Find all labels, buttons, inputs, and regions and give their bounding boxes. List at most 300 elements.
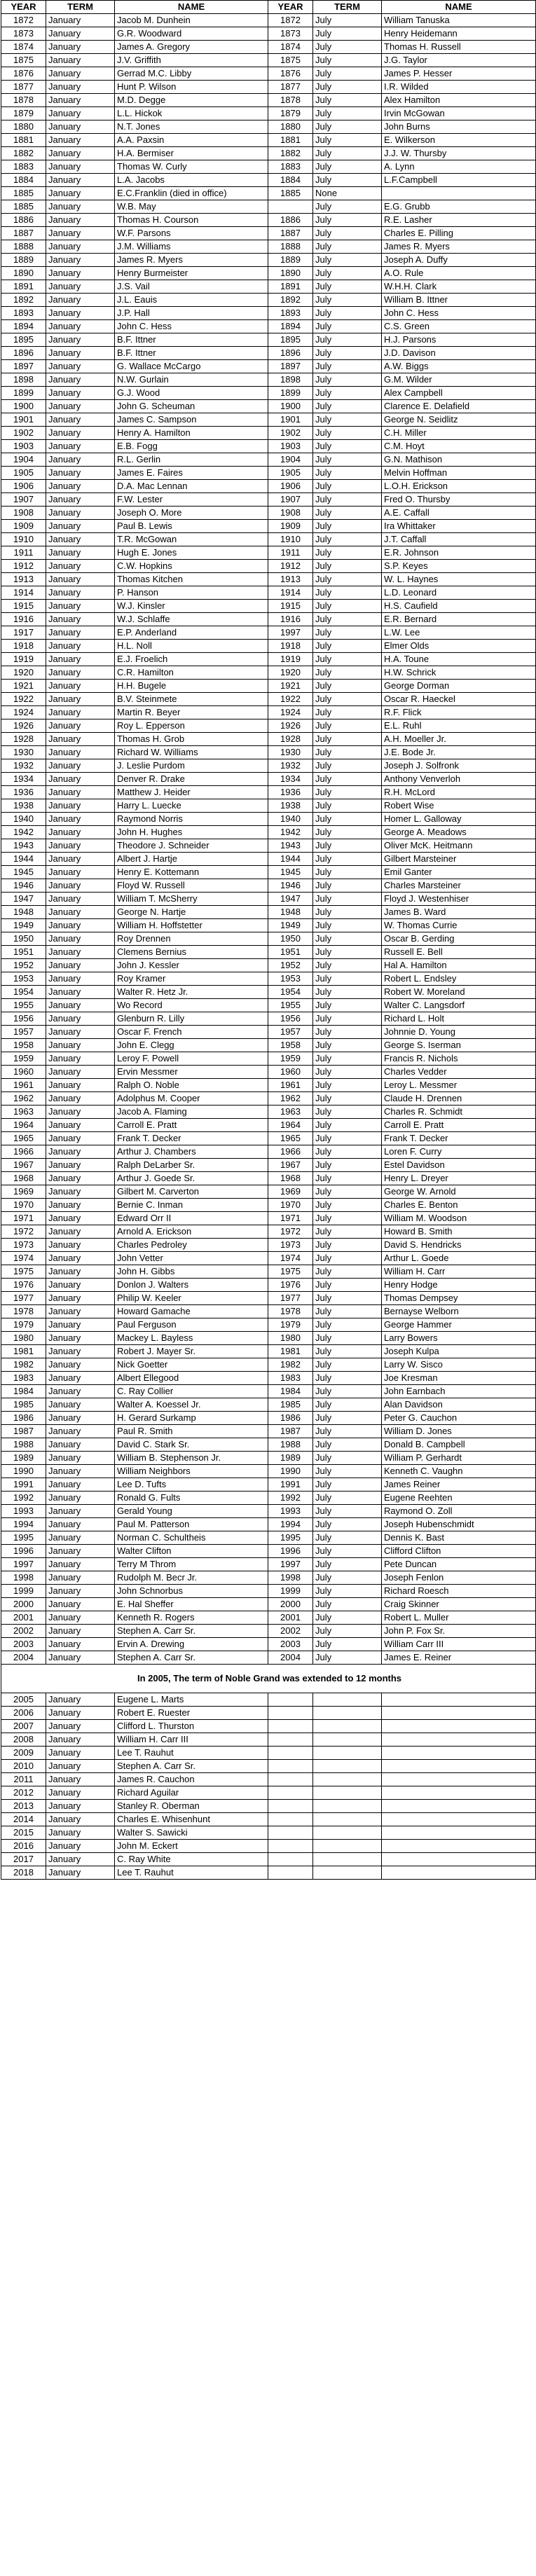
term-cell: January bbox=[46, 573, 115, 586]
name-cell: Craig Skinner bbox=[382, 1598, 536, 1611]
term-cell: July bbox=[313, 733, 382, 746]
term-cell: July bbox=[313, 879, 382, 893]
year-cell: 1909 bbox=[1, 520, 46, 533]
term-cell: July bbox=[313, 360, 382, 373]
year-cell: 1971 bbox=[1, 1212, 46, 1225]
name-cell: Denver R. Drake bbox=[115, 773, 268, 786]
year-cell: 1986 bbox=[268, 1412, 313, 1425]
year-cell: 1873 bbox=[1, 27, 46, 41]
name-cell: N.T. Jones bbox=[115, 120, 268, 134]
empty-cell bbox=[382, 1853, 536, 1866]
empty-cell bbox=[268, 1693, 313, 1707]
term-cell: January bbox=[46, 1026, 115, 1039]
term-cell: January bbox=[46, 507, 115, 520]
year-cell: 1907 bbox=[1, 493, 46, 507]
term-cell: July bbox=[313, 653, 382, 666]
year-cell: 1875 bbox=[268, 54, 313, 67]
year-cell: 1930 bbox=[268, 746, 313, 759]
note-row bbox=[1, 1665, 536, 1693]
name-cell: Howard Gamache bbox=[115, 1305, 268, 1318]
year-cell: 1942 bbox=[268, 826, 313, 839]
name-cell: Alex Hamilton bbox=[382, 94, 536, 107]
term-cell: July bbox=[313, 493, 382, 507]
name-cell: Alex Campbell bbox=[382, 387, 536, 400]
header-name: NAME bbox=[115, 1, 268, 14]
empty-cell bbox=[268, 1813, 313, 1826]
year-cell: 1921 bbox=[1, 680, 46, 693]
name-cell: Eugene L. Marts bbox=[115, 1693, 268, 1707]
year-cell: 2003 bbox=[1, 1638, 46, 1651]
name-cell: P. Hanson bbox=[115, 586, 268, 600]
term-cell: July bbox=[313, 1172, 382, 1185]
term-cell: July bbox=[313, 440, 382, 453]
year-cell: 1963 bbox=[1, 1106, 46, 1119]
name-cell: J. Leslie Purdom bbox=[115, 759, 268, 773]
year-cell: 1947 bbox=[268, 893, 313, 906]
term-cell: July bbox=[313, 333, 382, 347]
term-cell: July bbox=[313, 573, 382, 586]
name-cell: J.M. Williams bbox=[115, 240, 268, 254]
name-cell: Emil Ganter bbox=[382, 866, 536, 879]
term-cell: July bbox=[313, 560, 382, 573]
term-cell: July bbox=[313, 693, 382, 706]
name-cell: L.O.H. Erickson bbox=[382, 480, 536, 493]
name-cell: Dennis K. Bast bbox=[382, 1531, 536, 1545]
year-cell: 1947 bbox=[1, 893, 46, 906]
year-cell: 1959 bbox=[268, 1052, 313, 1066]
table-row bbox=[1, 1239, 536, 1252]
name-cell: Walter Clifton bbox=[115, 1545, 268, 1558]
term-cell: January bbox=[46, 1145, 115, 1159]
term-cell: July bbox=[313, 1292, 382, 1305]
year-cell: 1887 bbox=[268, 227, 313, 240]
name-cell: James P. Hesser bbox=[382, 67, 536, 81]
table-row bbox=[1, 959, 536, 972]
empty-cell bbox=[382, 1693, 536, 1707]
year-cell: 1887 bbox=[1, 227, 46, 240]
term-cell: January bbox=[46, 932, 115, 946]
year-cell: 2013 bbox=[1, 1800, 46, 1813]
name-cell: L.W. Lee bbox=[382, 626, 536, 640]
table-row bbox=[1, 1638, 536, 1651]
term-cell: January bbox=[46, 799, 115, 813]
term-cell: July bbox=[313, 972, 382, 986]
term-cell: July bbox=[313, 1638, 382, 1651]
name-cell: Roy Drennen bbox=[115, 932, 268, 946]
name-cell: Kenneth C. Vaughn bbox=[382, 1465, 536, 1478]
year-cell: 1885 bbox=[1, 200, 46, 214]
year-cell: 2010 bbox=[1, 1760, 46, 1773]
table-row bbox=[1, 600, 536, 613]
name-cell: Mackey L. Bayless bbox=[115, 1332, 268, 1345]
term-cell: January bbox=[46, 653, 115, 666]
table-row bbox=[1, 1720, 536, 1733]
table-row bbox=[1, 986, 536, 999]
term-cell: January bbox=[46, 1265, 115, 1279]
name-cell: Wo Record bbox=[115, 999, 268, 1012]
year-cell: 1912 bbox=[268, 560, 313, 573]
year-cell: 1889 bbox=[268, 254, 313, 267]
term-cell: July bbox=[313, 1598, 382, 1611]
name-cell: Jacob M. Dunhein bbox=[115, 14, 268, 27]
table-row bbox=[1, 280, 536, 294]
name-cell: G.M. Wilder bbox=[382, 373, 536, 387]
name-cell: H.J. Parsons bbox=[382, 333, 536, 347]
year-cell: 1909 bbox=[268, 520, 313, 533]
year-cell: 1885 bbox=[1, 187, 46, 200]
name-cell: Donald B. Campbell bbox=[382, 1438, 536, 1452]
name-cell: Clarence E. Delafield bbox=[382, 400, 536, 413]
name-cell: John C. Hess bbox=[382, 307, 536, 320]
year-cell: 1930 bbox=[1, 746, 46, 759]
table-row bbox=[1, 1853, 536, 1866]
term-cell: January bbox=[46, 467, 115, 480]
term-cell: January bbox=[46, 67, 115, 81]
year-cell: 2014 bbox=[1, 1813, 46, 1826]
name-cell: Nick Goetter bbox=[115, 1358, 268, 1372]
year-cell: 1969 bbox=[1, 1185, 46, 1199]
name-cell: Joseph O. More bbox=[115, 507, 268, 520]
year-cell: 1972 bbox=[1, 1225, 46, 1239]
year-cell: 1920 bbox=[1, 666, 46, 680]
term-cell: July bbox=[313, 799, 382, 813]
name-cell: William P. Gerhardt bbox=[382, 1452, 536, 1465]
term-cell: July bbox=[313, 1039, 382, 1052]
name-cell: William H. Carr bbox=[382, 1265, 536, 1279]
term-cell: January bbox=[46, 1625, 115, 1638]
year-cell: 2003 bbox=[268, 1638, 313, 1651]
name-cell: J.J. W. Thursby bbox=[382, 147, 536, 160]
year-cell: 1938 bbox=[1, 799, 46, 813]
term-cell: January bbox=[46, 27, 115, 41]
name-cell: William B. Stephenson Jr. bbox=[115, 1452, 268, 1465]
table-row bbox=[1, 839, 536, 853]
year-cell: 1973 bbox=[1, 1239, 46, 1252]
term-cell: January bbox=[46, 893, 115, 906]
term-cell: January bbox=[46, 320, 115, 333]
term-cell: January bbox=[46, 107, 115, 120]
year-cell: 1980 bbox=[268, 1332, 313, 1345]
year-cell: 1955 bbox=[1, 999, 46, 1012]
year-cell: 2001 bbox=[268, 1611, 313, 1625]
term-cell: July bbox=[313, 174, 382, 187]
year-cell: 1919 bbox=[1, 653, 46, 666]
table-row bbox=[1, 1079, 536, 1092]
year-cell: 1986 bbox=[1, 1412, 46, 1425]
term-cell: January bbox=[46, 1558, 115, 1571]
name-cell: T.R. McGowan bbox=[115, 533, 268, 546]
name-cell: Johnnie D. Young bbox=[382, 1026, 536, 1039]
year-cell: 1954 bbox=[1, 986, 46, 999]
term-cell: July bbox=[313, 826, 382, 839]
name-cell: R.L. Gerlin bbox=[115, 453, 268, 467]
name-cell: Joseph Hubenschmidt bbox=[382, 1518, 536, 1531]
name-cell: Larry Bowers bbox=[382, 1332, 536, 1345]
year-cell: 1955 bbox=[268, 999, 313, 1012]
year-cell: 2004 bbox=[268, 1651, 313, 1665]
term-cell: January bbox=[46, 746, 115, 759]
year-cell: 1906 bbox=[1, 480, 46, 493]
empty-cell bbox=[268, 1840, 313, 1853]
year-cell: 1922 bbox=[268, 693, 313, 706]
term-cell: January bbox=[46, 333, 115, 347]
term-cell: July bbox=[313, 813, 382, 826]
term-cell: July bbox=[313, 906, 382, 919]
table-row bbox=[1, 879, 536, 893]
year-cell: 1898 bbox=[1, 373, 46, 387]
table-row bbox=[1, 773, 536, 786]
name-cell: L.L. Hickok bbox=[115, 107, 268, 120]
year-cell: 1918 bbox=[1, 640, 46, 653]
empty-cell bbox=[313, 1853, 382, 1866]
name-cell: Russell E. Bell bbox=[382, 946, 536, 959]
table-row bbox=[1, 41, 536, 54]
table-row bbox=[1, 440, 536, 453]
term-cell: January bbox=[46, 307, 115, 320]
table-row bbox=[1, 1747, 536, 1760]
name-cell: Hal A. Hamilton bbox=[382, 959, 536, 972]
name-cell: Stephen A. Carr Sr. bbox=[115, 1625, 268, 1638]
term-cell: July bbox=[313, 453, 382, 467]
year-cell: 1951 bbox=[268, 946, 313, 959]
name-cell: H.H. Bugele bbox=[115, 680, 268, 693]
name-cell: M.D. Degge bbox=[115, 94, 268, 107]
year-cell: 1884 bbox=[1, 174, 46, 187]
term-cell: January bbox=[46, 1039, 115, 1052]
name-cell: H. Gerard Surkamp bbox=[115, 1412, 268, 1425]
year-cell: 1936 bbox=[1, 786, 46, 799]
empty-cell bbox=[313, 1866, 382, 1880]
year-cell: 1904 bbox=[268, 453, 313, 467]
term-cell: July bbox=[313, 1545, 382, 1558]
term-cell: July bbox=[313, 240, 382, 254]
name-cell: I.R. Wilded bbox=[382, 81, 536, 94]
term-cell: January bbox=[46, 1545, 115, 1558]
table-row bbox=[1, 1119, 536, 1132]
table-row bbox=[1, 360, 536, 373]
table-row bbox=[1, 932, 536, 946]
table-row bbox=[1, 613, 536, 626]
table-row bbox=[1, 1571, 536, 1585]
name-cell: J.G. Taylor bbox=[382, 54, 536, 67]
empty-cell bbox=[313, 1840, 382, 1853]
term-cell: July bbox=[313, 1345, 382, 1358]
year-cell: 2004 bbox=[1, 1651, 46, 1665]
term-cell: July bbox=[313, 1398, 382, 1412]
year-cell: 1882 bbox=[1, 147, 46, 160]
year-cell: 1992 bbox=[268, 1492, 313, 1505]
term-cell: July bbox=[313, 1252, 382, 1265]
year-cell: 1970 bbox=[1, 1199, 46, 1212]
year-cell: 1881 bbox=[1, 134, 46, 147]
term-cell: July bbox=[313, 320, 382, 333]
term-cell: July bbox=[313, 41, 382, 54]
year-cell: 1965 bbox=[1, 1132, 46, 1145]
name-cell: C.R. Hamilton bbox=[115, 666, 268, 680]
term-cell: January bbox=[46, 1172, 115, 1185]
empty-cell bbox=[382, 1773, 536, 1786]
year-cell: 1876 bbox=[1, 67, 46, 81]
table-row bbox=[1, 147, 536, 160]
table-row bbox=[1, 240, 536, 254]
term-cell: January bbox=[46, 94, 115, 107]
term-cell: January bbox=[46, 1079, 115, 1092]
term-cell: July bbox=[313, 1159, 382, 1172]
name-cell: E.J. Froelich bbox=[115, 653, 268, 666]
name-cell: William H. Carr III bbox=[115, 1733, 268, 1747]
name-cell: James R. Myers bbox=[115, 254, 268, 267]
term-cell: July bbox=[313, 1318, 382, 1332]
year-cell: 1914 bbox=[1, 586, 46, 600]
name-cell: Oscar R. Haeckel bbox=[382, 693, 536, 706]
year-cell: 1993 bbox=[1, 1505, 46, 1518]
year-cell: 1996 bbox=[1, 1545, 46, 1558]
table-row bbox=[1, 680, 536, 693]
name-cell: Frank T. Decker bbox=[115, 1132, 268, 1145]
term-cell: January bbox=[46, 1279, 115, 1292]
year-cell: 1872 bbox=[1, 14, 46, 27]
table-row bbox=[1, 1318, 536, 1332]
name-cell: Henry E. Kottemann bbox=[115, 866, 268, 879]
table-row bbox=[1, 1800, 536, 1813]
name-cell: George W. Arnold bbox=[382, 1185, 536, 1199]
term-cell: January bbox=[46, 1707, 115, 1720]
year-cell: 1894 bbox=[268, 320, 313, 333]
name-cell: Joseph Kulpa bbox=[382, 1345, 536, 1358]
name-cell: William Neighbors bbox=[115, 1465, 268, 1478]
term-cell: July bbox=[313, 919, 382, 932]
term-cell: July bbox=[313, 1571, 382, 1585]
term-cell: July bbox=[313, 67, 382, 81]
name-cell: Arthur L. Goede bbox=[382, 1252, 536, 1265]
term-cell: January bbox=[46, 1239, 115, 1252]
term-cell: July bbox=[313, 347, 382, 360]
table-row bbox=[1, 1452, 536, 1465]
table-row bbox=[1, 893, 536, 906]
term-cell: January bbox=[46, 1345, 115, 1358]
name-cell: Leroy F. Powell bbox=[115, 1052, 268, 1066]
year-cell: 1874 bbox=[268, 41, 313, 54]
name-cell: Stanley R. Oberman bbox=[115, 1800, 268, 1813]
term-cell: January bbox=[46, 1531, 115, 1545]
name-cell: Terry M Throm bbox=[115, 1558, 268, 1571]
year-cell: 1924 bbox=[1, 706, 46, 719]
name-cell: William B. Ittner bbox=[382, 294, 536, 307]
table-row bbox=[1, 81, 536, 94]
term-cell: January bbox=[46, 1478, 115, 1492]
name-cell: W. Thomas Currie bbox=[382, 919, 536, 932]
empty-cell bbox=[268, 1707, 313, 1720]
empty-cell bbox=[382, 1866, 536, 1880]
name-cell: Carroll E. Pratt bbox=[382, 1119, 536, 1132]
year-cell: 1974 bbox=[268, 1252, 313, 1265]
table-row bbox=[1, 919, 536, 932]
table-row bbox=[1, 786, 536, 799]
name-cell: Paul M. Patterson bbox=[115, 1518, 268, 1531]
term-cell: January bbox=[46, 1800, 115, 1813]
table-row bbox=[1, 1132, 536, 1145]
table-row bbox=[1, 1225, 536, 1239]
name-cell: Roy L. Epperson bbox=[115, 719, 268, 733]
year-cell: 2009 bbox=[1, 1747, 46, 1760]
term-cell: July bbox=[313, 1026, 382, 1039]
term-cell: July bbox=[313, 1052, 382, 1066]
year-cell: 1902 bbox=[1, 427, 46, 440]
table-row bbox=[1, 160, 536, 174]
year-cell: 1967 bbox=[1, 1159, 46, 1172]
empty-cell bbox=[313, 1786, 382, 1800]
term-cell: January bbox=[46, 1318, 115, 1332]
term-cell: July bbox=[313, 1412, 382, 1425]
name-cell: Howard B. Smith bbox=[382, 1225, 536, 1239]
table-row bbox=[1, 493, 536, 507]
empty-cell bbox=[268, 1733, 313, 1747]
name-cell: F.W. Lester bbox=[115, 493, 268, 507]
term-cell: July bbox=[313, 1106, 382, 1119]
term-cell: January bbox=[46, 640, 115, 653]
term-cell: January bbox=[46, 200, 115, 214]
name-cell: David S. Hendricks bbox=[382, 1239, 536, 1252]
name-cell: E.C.Franklin (died in office) bbox=[115, 187, 268, 200]
term-cell: January bbox=[46, 706, 115, 719]
term-cell: January bbox=[46, 1638, 115, 1651]
term-cell: July bbox=[313, 1092, 382, 1106]
year-cell: 1904 bbox=[1, 453, 46, 467]
year-cell: 1983 bbox=[268, 1372, 313, 1385]
name-cell: Richard L. Holt bbox=[382, 1012, 536, 1026]
name-cell: Clemens Bernius bbox=[115, 946, 268, 959]
table-row bbox=[1, 400, 536, 413]
term-cell: July bbox=[313, 480, 382, 493]
year-cell: 1880 bbox=[1, 120, 46, 134]
term-cell: January bbox=[46, 986, 115, 999]
table-row bbox=[1, 1826, 536, 1840]
term-cell: July bbox=[313, 1279, 382, 1292]
name-cell: Walter R. Hetz Jr. bbox=[115, 986, 268, 999]
year-cell: 1911 bbox=[1, 546, 46, 560]
table-row bbox=[1, 573, 536, 586]
year-cell: 2000 bbox=[268, 1598, 313, 1611]
term-cell: July bbox=[313, 294, 382, 307]
empty-cell bbox=[382, 1760, 536, 1773]
table-row bbox=[1, 413, 536, 427]
table-row bbox=[1, 1651, 536, 1665]
year-cell: 1964 bbox=[268, 1119, 313, 1132]
term-cell: January bbox=[46, 546, 115, 560]
name-cell: G.N. Mathison bbox=[382, 453, 536, 467]
term-cell: January bbox=[46, 1425, 115, 1438]
table-row bbox=[1, 347, 536, 360]
year-cell: 1891 bbox=[268, 280, 313, 294]
table-row bbox=[1, 586, 536, 600]
name-cell: Clifford L. Thurston bbox=[115, 1720, 268, 1733]
year-cell: 1928 bbox=[1, 733, 46, 746]
year-cell: 1990 bbox=[1, 1465, 46, 1478]
table-row bbox=[1, 1438, 536, 1452]
table-row bbox=[1, 1585, 536, 1598]
term-cell: January bbox=[46, 1611, 115, 1625]
header-year: YEAR bbox=[268, 1, 313, 14]
name-cell: Henry A. Hamilton bbox=[115, 427, 268, 440]
term-cell: January bbox=[46, 1012, 115, 1026]
name-cell: Charles Marsteiner bbox=[382, 879, 536, 893]
table-row bbox=[1, 999, 536, 1012]
name-cell: Ervin A. Drewing bbox=[115, 1638, 268, 1651]
name-cell: L.A. Jacobs bbox=[115, 174, 268, 187]
name-cell: James E. Faires bbox=[115, 467, 268, 480]
year-cell: 1879 bbox=[268, 107, 313, 120]
name-cell: Alan Davidson bbox=[382, 1398, 536, 1412]
